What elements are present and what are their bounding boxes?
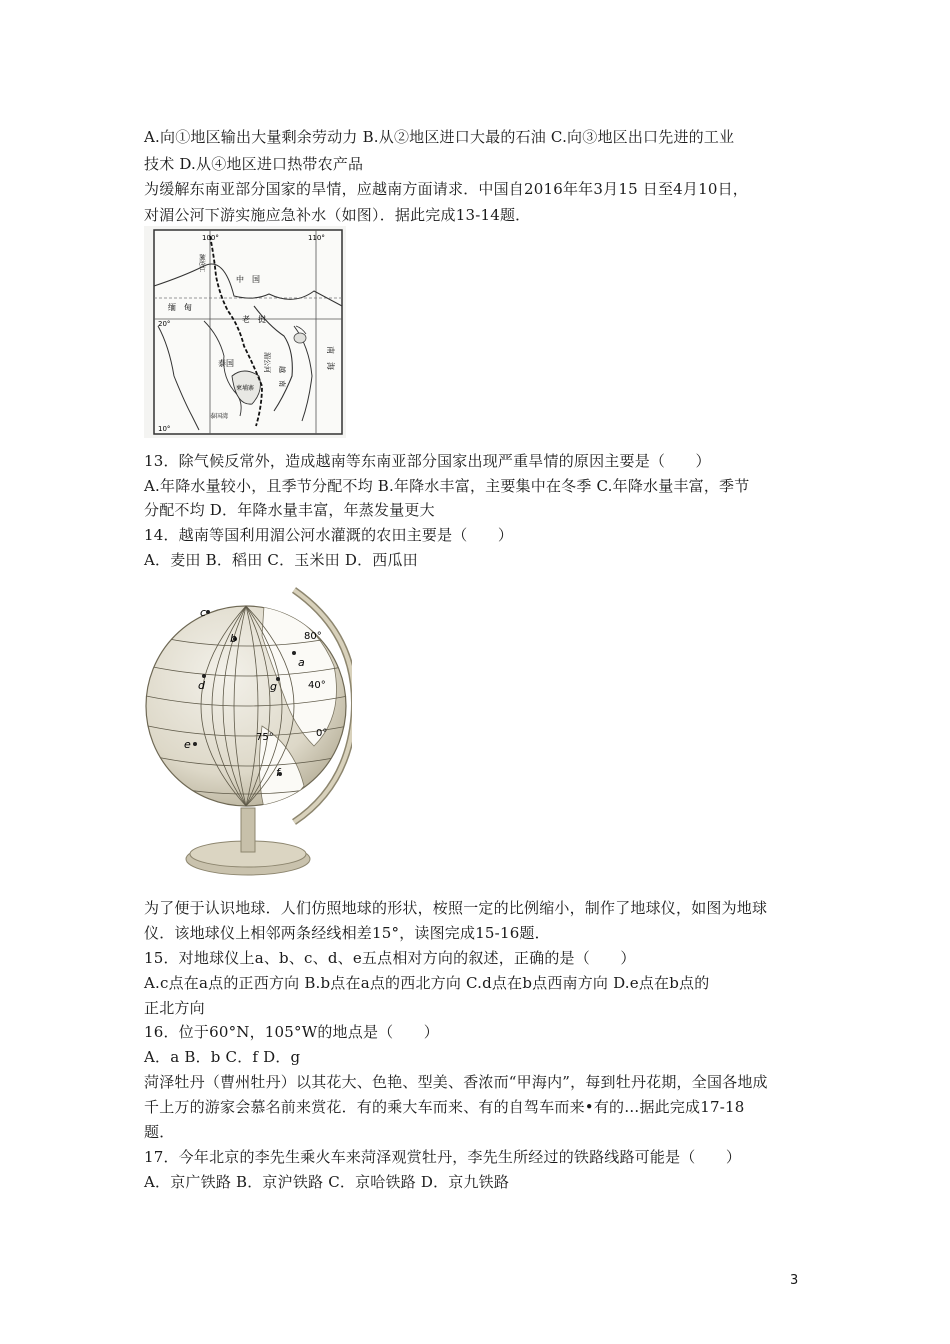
text-line-5: 13．除气候反常外，造成越南等东南亚部分国家出现严重旱情的原因主要是（ ）	[144, 452, 711, 470]
map-lat-10: 10°	[158, 425, 171, 433]
map-label-cambodia: 柬埔寨	[236, 385, 255, 392]
text-line-21: A．京广铁路 B．京沪铁路 C．京哈铁路 D．京九铁路	[144, 1173, 510, 1191]
map-label-lancang: 澜沧江	[198, 254, 205, 273]
text-line-4: 对湄公河下游实施应急补水（如图）．据此完成13-14题．	[144, 206, 531, 224]
globe-point-d: d	[198, 679, 205, 692]
text-line-13: A.c点在a点的正西方向 B.b点在a点的西北方向 C.d点在b点西南方向 D.e点在b点的	[144, 974, 710, 992]
text-line-19: 题．	[144, 1123, 175, 1141]
map-label-thailand: 泰国	[218, 359, 234, 368]
text-line-18: 千上万的游家会慕名前来赏花．有的乘大车而来、有的自驾车而来•有的…据此完成17-18	[144, 1098, 745, 1116]
text-line-14: 正北方向	[144, 999, 205, 1017]
globe-lon-75: 75°	[256, 732, 274, 743]
map-lon-110: 110°	[308, 234, 325, 242]
globe-point-a: a	[298, 656, 305, 669]
globe-lat-0: 0°	[316, 728, 328, 739]
text-line-10: 为了便于认识地球．人们仿照地球的形状，桉照一定的比例缩小，制作了地球仪，如图为地球	[144, 899, 768, 917]
globe-point-c: c	[200, 606, 207, 619]
mekong-map-figure	[144, 226, 346, 438]
text-line-8: 14．越南等国利用湄公河水灌溉的农田主要是（ ）	[144, 526, 514, 544]
map-label-vietnam: 越 南	[278, 366, 286, 387]
globe-point-g: g	[270, 680, 277, 693]
map-label-gulf: 泰国湾	[210, 413, 229, 420]
map-label-myanmar: 缅 甸	[168, 303, 192, 312]
map-label-sea: 南 海	[326, 346, 335, 370]
text-line-7: 分配不均 D．年降水量丰富，年蒸发量更大	[144, 501, 435, 519]
text-line-20: 17．今年北京的李先生乘火车来菏泽观赏牡丹，李先生所经过的铁路线路可能是（ ）	[144, 1148, 742, 1166]
globe-point-e: e	[184, 738, 191, 751]
map-label-laos: 老 挝	[242, 315, 266, 324]
text-line-16: A．a B．b C．f D．g	[144, 1048, 301, 1066]
globe-lat-80: 80°	[304, 631, 322, 642]
map-lat-20: 20°	[158, 320, 171, 328]
text-line-6: A.年降水量较小，且季节分配不均 B.年降水丰富，主要集中在冬季 C.年降水量丰富，季节	[144, 477, 750, 495]
globe-figure	[144, 576, 352, 881]
text-line-9: A．麦田 B．稻田 C．玉米田 D．西瓜田	[144, 551, 418, 569]
text-line-3: 为缓解东南亚部分国家的旱情，应越南方面请求．中国自2016年年3月15 日至4月10日，	[144, 180, 749, 198]
globe-lat-40: 40°	[308, 680, 326, 691]
text-line-12: 15．对地球仪上a、b、c、d、e五点相对方向的叙述，正确的是（ ）	[144, 949, 636, 967]
text-line-11: 仪．该地球仪上相邻两条经线相差15°，读图完成15-16题．	[144, 924, 550, 942]
page-number: 3	[790, 1273, 799, 1288]
text-line-2: 技术 D.从④地区进口热带农产品	[144, 155, 364, 173]
text-line-15: 16．位于60°N，105°W的地点是（ ）	[144, 1023, 439, 1041]
map-label-china: 中 国	[236, 275, 260, 284]
globe-point-b: b	[230, 632, 237, 645]
map-label-mekong: 湄公河	[263, 352, 271, 373]
text-line-17: 菏泽牡丹（曹州牡丹）以其花大、色艳、型美、香浓而“甲海内”，每到牡丹花期，全国各地成	[144, 1073, 768, 1091]
text-line-1: A.向①地区输出大量剩余劳动力 B.从②地区进口大最的石油 C.向③地区出口先进的工业	[144, 128, 735, 146]
map-lon-100: 100°	[202, 234, 219, 242]
globe-point-f: f	[276, 766, 280, 779]
